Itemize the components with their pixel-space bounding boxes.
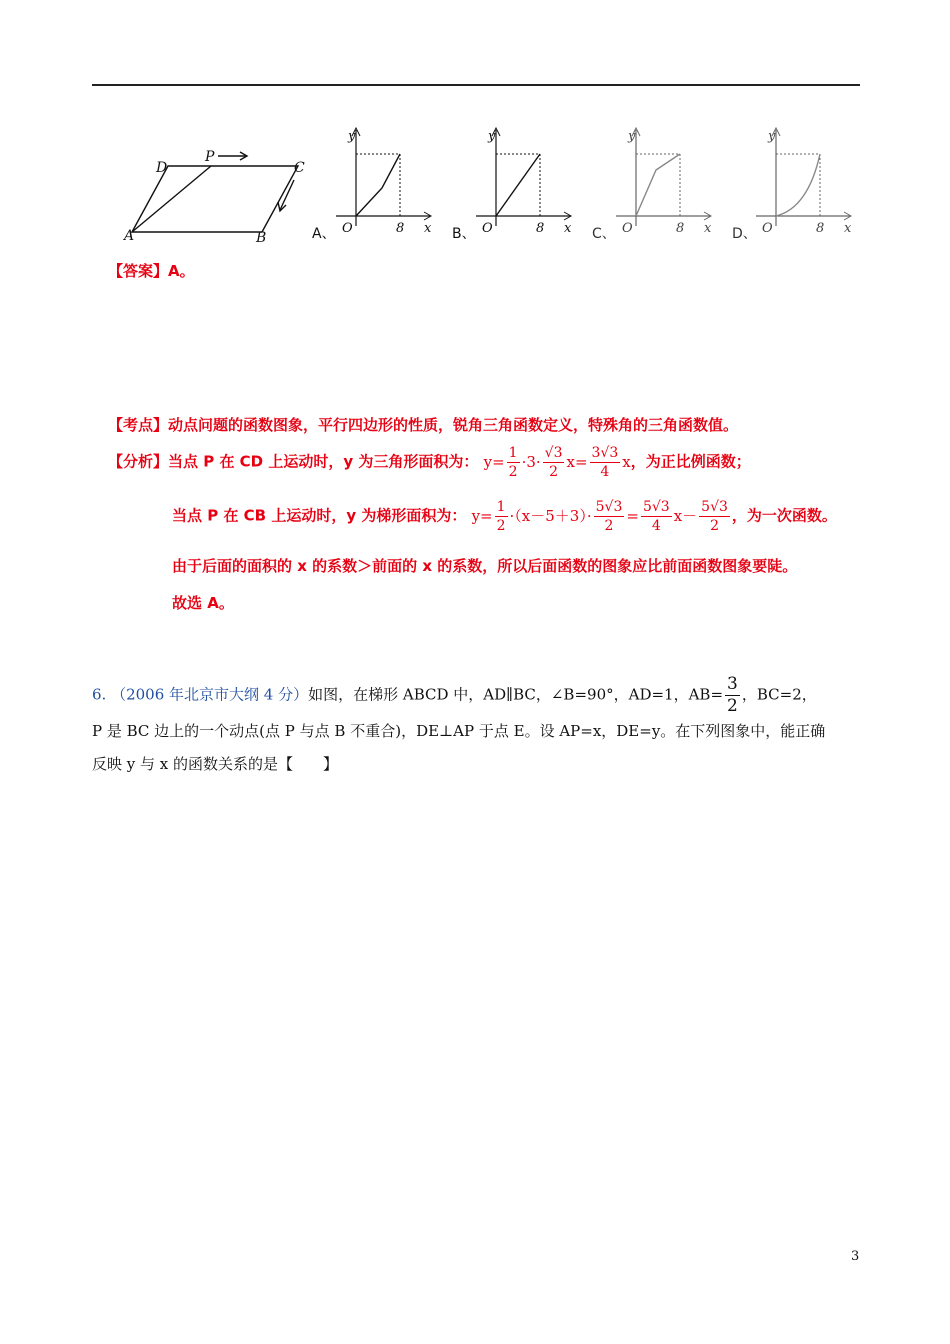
header-rule (92, 84, 860, 86)
svg-text:O: O (762, 221, 773, 236)
option-b-label: B、 (452, 226, 476, 242)
question-source: （2006 年北京市大纲 4 分） (111, 685, 309, 704)
answer-tag: 【答案】 (108, 262, 169, 280)
fenxi-line-3: 由于后面的面积的 x 的系数＞前面的 x 的系数，所以后面函数的图象应比前面函数图象要陡。 (172, 557, 798, 575)
fenxi-line-1 (108, 446, 751, 479)
fenxi-line2-post: ，为一次函数。 (731, 506, 837, 525)
question6-text-b: ，BC=2， (741, 685, 817, 704)
graph-option-d (732, 128, 852, 242)
option-d-label: D、 (732, 226, 757, 242)
formula-triangle-area: y= $\frac{1}{2}$ ·3· $\frac{√3}{2}$ x= $\frac{3√3}{4}$ x (483, 445, 631, 480)
graph-option-b (452, 128, 572, 242)
svg-text:x: x (704, 221, 712, 236)
label-d: D (156, 160, 168, 176)
svg-text:y: y (348, 129, 356, 144)
svg-text:8: 8 (816, 221, 825, 236)
fenxi-line2-pre: 当点 P 在 CB 上运动时，y 为梯形面积为： (172, 506, 467, 525)
svg-text:8: 8 (396, 221, 405, 236)
ab-fraction: $\frac{3}{2}$ (727, 674, 738, 716)
svg-text:8: 8 (536, 221, 545, 236)
page-number: 3 (851, 1249, 860, 1264)
svg-text:O: O (482, 221, 493, 236)
graph-option-a (312, 128, 432, 242)
svg-text:y: y (768, 129, 776, 144)
question6-line-3: 反映 y 与 x 的函数关系的是【 】 (92, 755, 339, 773)
question-figure (118, 118, 878, 248)
fenxi-line-2 (172, 500, 837, 533)
svg-text:x: x (564, 221, 572, 236)
svg-text:x: x (844, 221, 852, 236)
question6-line-2: P 是 BC 边上的一个动点(点 P 与点 B 不重合)，DE⊥AP 于点 E。设 AP=x，DE=y。在下列图象中，能正确 (92, 722, 826, 740)
svg-text:8: 8 (676, 221, 685, 236)
fenxi-line-4: 故选 A。 (172, 594, 234, 612)
formula-trapezoid-area: y= $\frac{1}{2}$ ·（x－5＋3）· $\frac{5√3}{2}$ = $\frac{5√3}{4}$ x－ $\frac{5√3}{2}$ (471, 499, 728, 534)
label-a: A (124, 228, 135, 244)
svg-text:x: x (424, 221, 432, 236)
svg-text:O: O (342, 221, 353, 236)
fenxi-line1-post: ，为正比例函数； (630, 452, 751, 471)
kaodian-line (108, 414, 738, 435)
graph-option-c (592, 128, 712, 242)
label-p: P (205, 149, 215, 165)
answer-line (108, 260, 195, 281)
question6-line-1 (92, 676, 817, 715)
label-c: C (294, 160, 305, 176)
svg-text:O: O (622, 221, 633, 236)
option-c-label: C、 (592, 226, 616, 242)
answer-text: A。 (168, 262, 195, 280)
kaodian-tag: 【考点】 (108, 416, 169, 434)
svg-text:y: y (628, 129, 636, 144)
figure-svg (118, 118, 878, 244)
fenxi-line1-pre: 当点 P 在 CD 上运动时，y 为三角形面积为： (168, 452, 479, 471)
fenxi-tag: 【分析】 (108, 452, 169, 471)
kaodian-text: 动点问题的函数图象，平行四边形的性质，锐角三角函数定义，特殊角的三角函数值。 (168, 416, 739, 434)
option-a-label: A、 (312, 226, 336, 242)
question6-text-a: 如图，在梯形 ABCD 中，AD∥BC，∠B=90°，AD=1，AB= (308, 685, 724, 704)
question-number: 6. (92, 685, 107, 704)
svg-text:y: y (488, 129, 496, 144)
label-b: B (256, 230, 267, 244)
